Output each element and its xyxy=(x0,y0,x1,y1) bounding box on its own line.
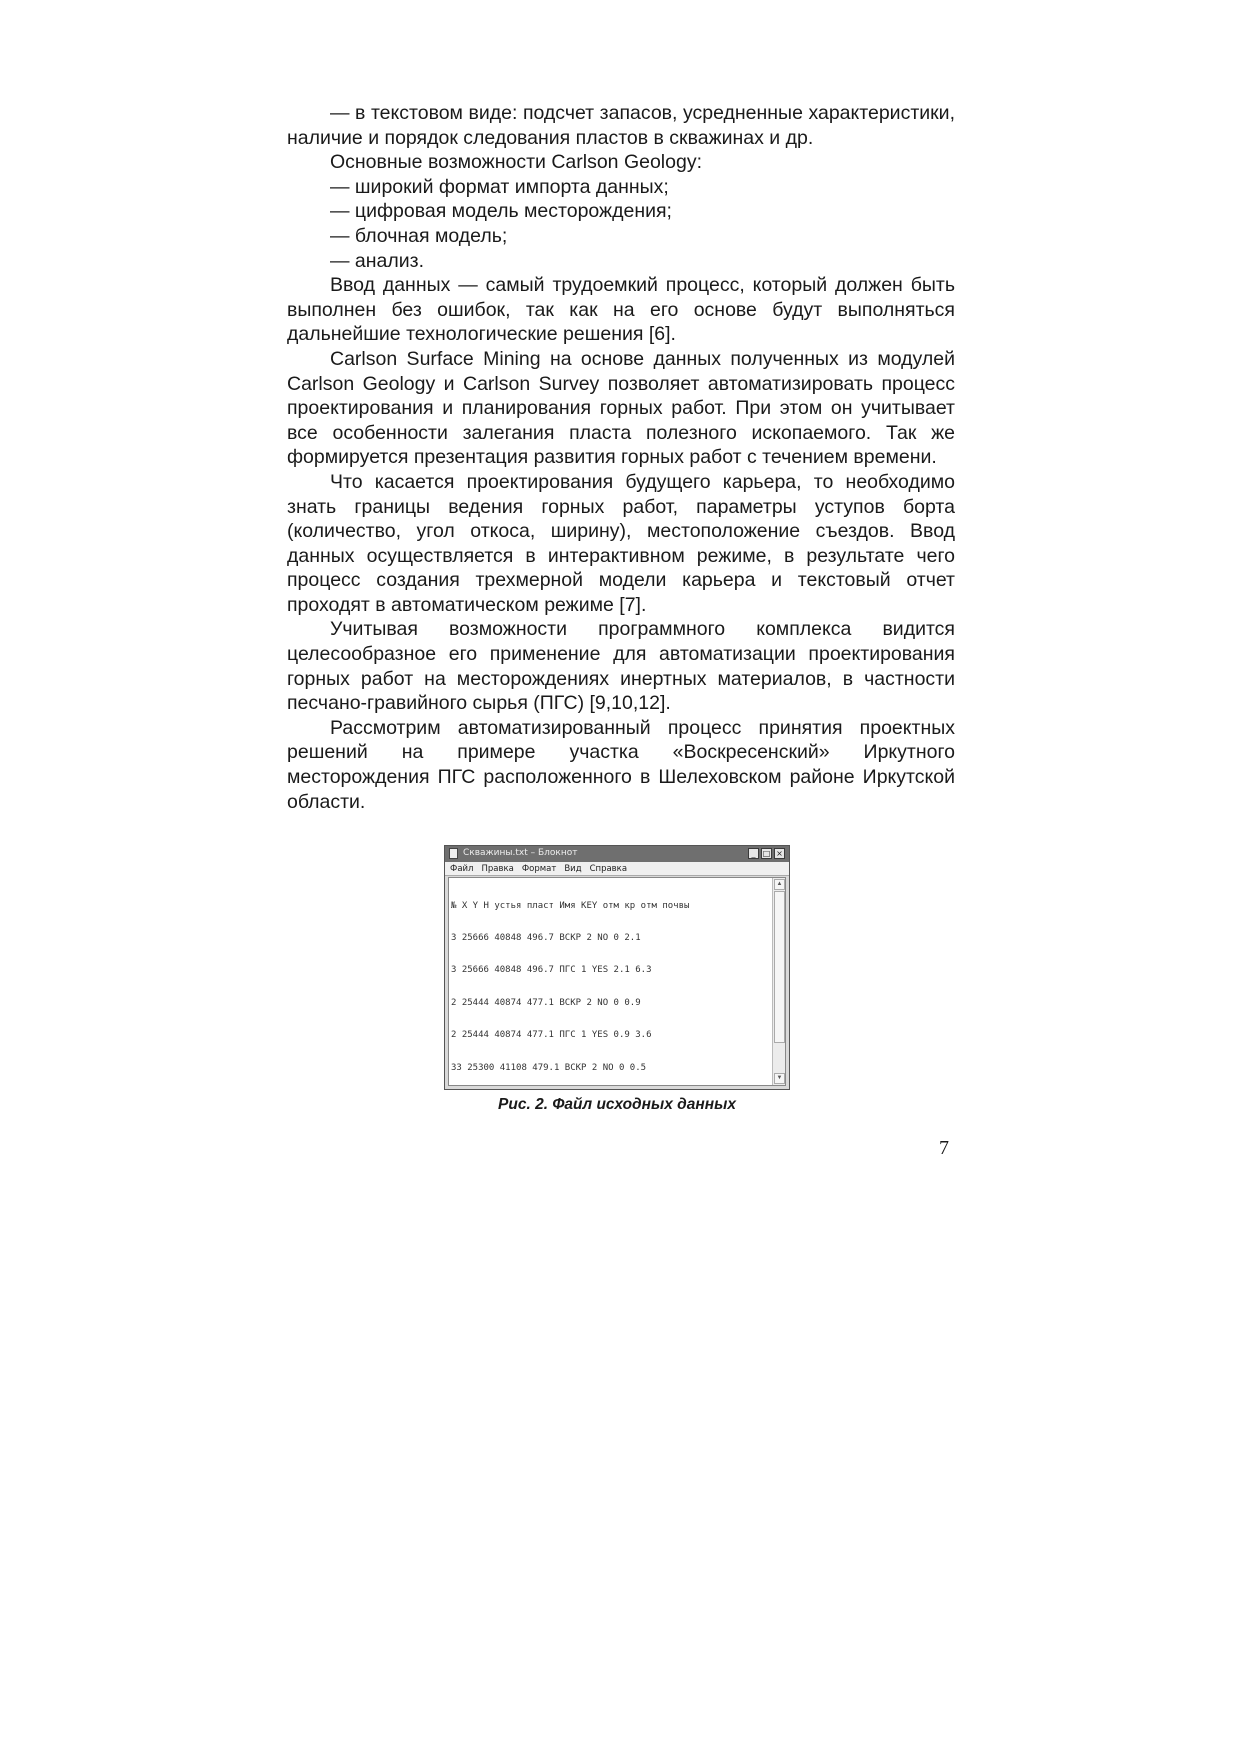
close-icon: × xyxy=(774,848,785,859)
paragraph: Carlson Surface Mining на основе данных полученных из модулей Carlson Geology и Carlson Survey позволяет автоматизировать процесс проектирования и планирования горных работ. При этом он учитывает все особенности залегания пласта полезного ископаемого. Так же формируется презентация развития горных работ с течением времени. xyxy=(287,347,955,469)
file-line: 3 25666 40848 496.7 ПГС 1 YES 2.1 6.3 xyxy=(451,965,652,976)
scroll-thumb xyxy=(774,891,785,1043)
figure-caption: Рис. 2. Файл исходных данных xyxy=(498,1096,736,1113)
window-titlebar xyxy=(445,846,789,862)
minimize-icon: _ xyxy=(748,848,759,859)
file-line: 33 25300 41108 479.1 ВСКР 2 NO 0 0.5 xyxy=(451,1062,647,1073)
menu-edit: Правка xyxy=(481,864,514,874)
file-content xyxy=(451,879,771,1086)
vertical-scrollbar xyxy=(772,878,785,1085)
list-item: — блочная модель; xyxy=(330,224,508,247)
paragraph: Основные возможности Carlson Geology: xyxy=(330,151,702,174)
menu-format: Формат xyxy=(521,864,557,874)
maximize-icon: □ xyxy=(762,849,771,858)
file-line: № X Y H устья пласт Имя KEY отм кр отм почвы xyxy=(451,900,690,911)
notepad-window-figure xyxy=(444,845,790,1090)
file-line: 3 25666 40848 496.7 ВСКР 2 NO 0 2.1 xyxy=(451,932,641,943)
paragraph: Ввод данных — самый трудоемкий процесс, который должен быть выполнен без ошибок, так как на его основе будут выполняться дальнейшие технологические решения [6]. xyxy=(287,274,955,346)
page-number: 7 xyxy=(939,1137,949,1159)
window-title: Скважины.txt – Блокнот xyxy=(463,848,578,858)
list-item: — анализ. xyxy=(330,249,425,272)
paragraph: Рассмотрим автоматизированный процесс принятия проектных решений на примере участка «Воскресенский» Иркутного месторождения ПГС расположенного в Шелеховском районе Иркутской области. xyxy=(287,716,955,813)
file-line: 2 25444 40874 477.1 ПГС 1 YES 0.9 3.6 xyxy=(451,1030,652,1041)
notepad-icon xyxy=(449,848,458,859)
paragraph: Учитывая возможности программного комплекса видится целесообразное его применение для автоматизации проектирования горных работ на месторождениях инертных материалов, в частности песчано-гравийного сырья (ПГС) [9,10,12]. xyxy=(287,618,955,715)
menu-bar xyxy=(445,862,789,876)
body-text xyxy=(287,101,955,814)
menu-view: Вид xyxy=(564,864,582,874)
list-item: — широкий формат импорта данных; xyxy=(330,175,669,198)
scroll-up-icon: ▲ xyxy=(774,879,785,890)
menu-file: Файл xyxy=(450,864,474,874)
file-line: 2 25444 40874 477.1 ВСКР 2 NO 0 0.9 xyxy=(451,997,641,1008)
paragraph: Что касается проектирования будущего карьера, то необходимо знать границы ведения горных работ, параметры уступов борта (количество, угол откоса, ширину), местоположение съездов. Ввод данных осуществляется в интерактивном режиме, в результате чего процесс создания трехмерной модели карьера и текстовый отчет проходят в автоматическом режиме [7]. xyxy=(287,470,955,616)
text-editor-area xyxy=(448,877,786,1086)
scroll-down-icon: ▼ xyxy=(774,1073,785,1084)
list-item: — цифровая модель месторождения; xyxy=(330,200,672,223)
paragraph: — в текстовом виде: подсчет запасов, усредненные характеристики, наличие и порядок следования пластов в скважинах и др. xyxy=(287,102,955,149)
menu-help: Справка xyxy=(589,864,628,874)
